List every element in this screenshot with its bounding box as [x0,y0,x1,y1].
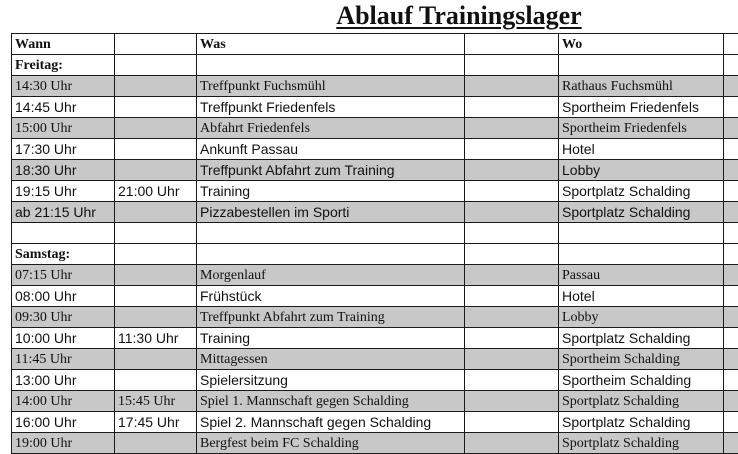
start-time: 13:00 Uhr [12,370,115,391]
section-label: Samstag: [12,244,115,265]
activity: Training [197,328,465,349]
start-time: 16:00 Uhr [12,412,115,433]
start-time: 11:45 Uhr [12,349,115,370]
start-time: 14:30 Uhr [12,76,115,97]
empty-cell [724,307,738,328]
empty-cell [724,412,738,433]
start-time: 08:00 Uhr [12,286,115,307]
start-time: 10:00 Uhr [12,328,115,349]
empty-cell [465,412,559,433]
start-time: 14:00 Uhr [12,391,115,412]
header-row [12,34,738,55]
empty-cell [724,55,738,76]
empty-cell [559,223,724,244]
end-time [115,307,197,328]
empty-cell [724,202,738,223]
schedule-row [12,118,738,139]
location: Hotel [559,139,724,160]
schedule-row [12,160,738,181]
start-time: 09:30 Uhr [12,307,115,328]
end-time [115,97,197,118]
empty-cell [724,160,738,181]
empty-cell [465,370,559,391]
activity: Treffpunkt Fuchsmühl [197,76,465,97]
empty-cell [197,244,465,265]
start-time: 18:30 Uhr [12,160,115,181]
start-time: 07:15 Uhr [12,265,115,286]
location: Sportheim Friedenfels [559,118,724,139]
empty-cell [465,160,559,181]
location: Passau [559,265,724,286]
activity: Ankunft Passau [197,139,465,160]
empty-cell [465,265,559,286]
end-time [115,202,197,223]
schedule-row [12,202,738,223]
end-time [115,118,197,139]
end-time: 15:45 Uhr [115,391,197,412]
end-time: 21:00 Uhr [115,181,197,202]
start-time: ab 21:15 Uhr [12,202,115,223]
empty-cell [115,223,197,244]
header-empty-cell [465,34,559,55]
schedule-row [12,139,738,160]
start-time: 19:15 Uhr [12,181,115,202]
start-time: 17:30 Uhr [12,139,115,160]
location: Sportheim Schalding [559,349,724,370]
schedule-row [12,412,738,433]
empty-cell [465,286,559,307]
empty-cell [115,244,197,265]
activity: Spiel 2. Mannschaft gegen Schalding [197,412,465,433]
section-row [12,55,738,76]
empty-cell [724,223,738,244]
schedule-row [12,391,738,412]
empty-cell [724,181,738,202]
end-time [115,265,197,286]
schedule-row [12,97,738,118]
empty-cell [465,433,559,454]
header-empty-cell [115,34,197,55]
start-time: 19:00 Uhr [12,433,115,454]
activity: Treffpunkt Abfahrt zum Training [197,307,465,328]
empty-cell [724,139,738,160]
location: Sportheim Schalding [559,370,724,391]
location: Rathaus Fuchsmühl [559,76,724,97]
schedule-row [12,307,738,328]
schedule-row [12,265,738,286]
empty-cell [724,97,738,118]
empty-cell [724,265,738,286]
empty-cell [465,391,559,412]
start-time: 14:45 Uhr [12,97,115,118]
end-time [115,349,197,370]
location: Sportplatz Schalding [559,433,724,454]
start-time: 15:00 Uhr [12,118,115,139]
schedule-body [12,34,738,454]
header-wann: Wann [12,34,115,55]
schedule-row [12,286,738,307]
location: Hotel [559,286,724,307]
activity: Pizzabestellen im Sporti [197,202,465,223]
end-time: 11:30 Uhr [115,328,197,349]
empty-cell [724,349,738,370]
location: Sportplatz Schalding [559,328,724,349]
empty-cell [559,55,724,76]
spacer-row [12,223,738,244]
schedule-row [12,328,738,349]
header-empty-cell [724,34,738,55]
empty-cell [197,223,465,244]
schedule-row [12,181,738,202]
empty-cell [724,370,738,391]
end-time [115,433,197,454]
empty-cell [724,286,738,307]
activity: Morgenlauf [197,265,465,286]
end-time [115,139,197,160]
location: Sportplatz Schalding [559,181,724,202]
empty-cell [724,118,738,139]
activity: Treffpunkt Abfahrt zum Training [197,160,465,181]
empty-cell [724,244,738,265]
activity: Spielersitzung [197,370,465,391]
empty-cell [724,76,738,97]
end-time [115,286,197,307]
end-time: 17:45 Uhr [115,412,197,433]
schedule-row [12,76,738,97]
schedule-row [12,349,738,370]
location: Lobby [559,160,724,181]
location: Sportplatz Schalding [559,412,724,433]
header-wo: Wo [559,34,724,55]
empty-cell [465,328,559,349]
empty-cell [465,118,559,139]
section-label: Freitag: [12,55,115,76]
schedule-row [12,370,738,391]
empty-cell [465,76,559,97]
schedule-row [12,433,738,454]
activity: Spiel 1. Mannschaft gegen Schalding [197,391,465,412]
activity: Abfahrt Friedenfels [197,118,465,139]
empty-cell [724,433,738,454]
empty-cell [724,391,738,412]
end-time [115,370,197,391]
location: Sportplatz Schalding [559,202,724,223]
empty-cell [465,244,559,265]
empty-cell [465,349,559,370]
activity: Frühstück [197,286,465,307]
empty-cell [465,55,559,76]
empty-cell [465,97,559,118]
empty-cell [12,223,115,244]
location: Lobby [559,307,724,328]
empty-cell [559,244,724,265]
end-time [115,76,197,97]
empty-cell [465,223,559,244]
schedule-table [11,33,738,454]
end-time [115,160,197,181]
empty-cell [115,55,197,76]
activity: Mittagessen [197,349,465,370]
empty-cell [197,55,465,76]
empty-cell [465,139,559,160]
activity: Training [197,181,465,202]
activity: Bergfest beim FC Schalding [197,433,465,454]
header-was: Was [197,34,465,55]
activity: Treffpunkt Friedenfels [197,97,465,118]
document-title: Ablauf Trainingslager [0,0,738,32]
location: Sportheim Friedenfels [559,97,724,118]
empty-cell [724,328,738,349]
empty-cell [465,181,559,202]
location: Sportplatz Schalding [559,391,724,412]
empty-cell [465,202,559,223]
section-row [12,244,738,265]
empty-cell [465,307,559,328]
